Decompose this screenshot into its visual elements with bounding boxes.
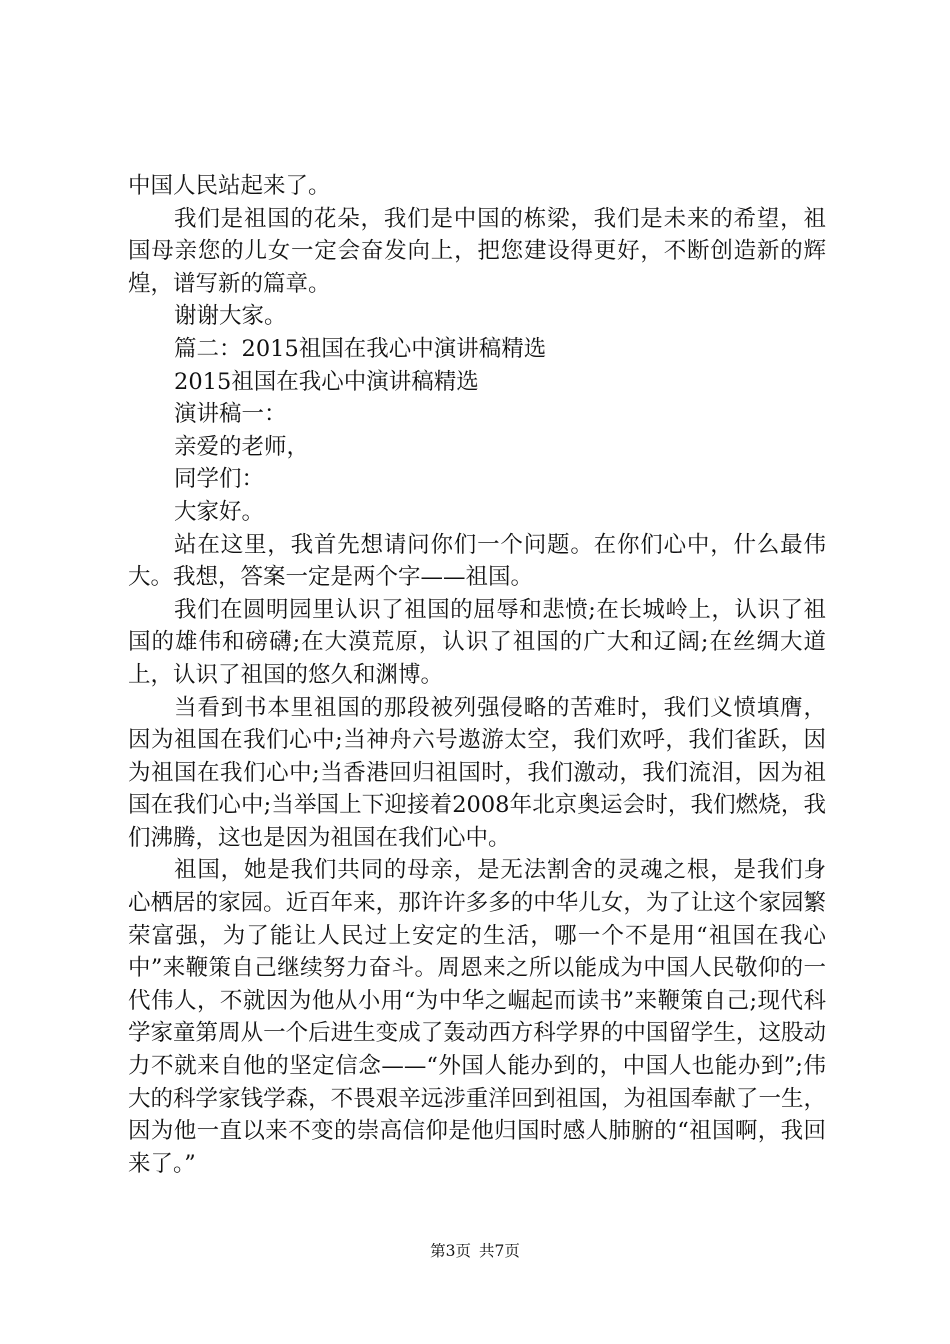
page-total: 共7页 xyxy=(479,1242,520,1260)
document-body xyxy=(128,170,826,1180)
greeting: 大家好。 xyxy=(174,498,265,525)
paragraph-13: 祖国，她是我们共同的母亲，是无法割舍的灵魂之根，是我们身心栖居的家园。近百年来，那许许多多的中华儿女，为了让这个家园繁荣富强，为了能让人民过上安定的生活，哪一个不是用“祖国在我心中”来鞭策自己继续努力奋斗。周恩来之所以能成为中国人民敬仰的一代伟人，不就因为他从小用“为中华之崛起而读书”来鞭策自己;现代科学家童第周从一个后进生变成了轰动西方科学界的中国留学生，这股动力不就来自他的坚定信念——“外国人能办到的，中国人也能办到”;伟大的科学家钱学森，不畏艰辛远涉重洋回到祖国，为祖国奉献了一生，因为他一直以来不变的崇高信仰是他归国时感人肺腑的“祖国啊，我回来了。” xyxy=(128,857,826,1177)
paragraph-1: 中国人民站起来了。 xyxy=(128,173,331,199)
speech-label: 演讲稿一： xyxy=(174,401,287,428)
salutation-teachers: 亲爱的老师， xyxy=(174,433,310,460)
page-number: 第3页 xyxy=(430,1242,471,1260)
paragraph-10: 站在这里，我首先想请问你们一个问题。在你们心中，什么最伟大。我想，答案一定是两个字——祖国。 xyxy=(128,531,826,591)
paragraph-2: 我们是祖国的花朵，我们是中国的栋梁，我们是未来的希望，祖国母亲您的儿女一定会奋发向上，把您建设得更好，不断创造新的辉煌，谱写新的篇章。 xyxy=(128,205,826,297)
paragraph-11: 我们在圆明园里认识了祖国的屈辱和悲愤;在长城岭上，认识了祖国的雄伟和磅礴;在大漠荒原，认识了祖国的广大和辽阔;在丝绸大道上，认识了祖国的悠久和渊博。 xyxy=(128,596,826,688)
salutation-students: 同学们： xyxy=(174,466,265,493)
paragraph-12: 当看到书本里祖国的那段被列强侵略的苦难时，我们义愤填膺，因为祖国在我们心中;当神舟六号遨游太空，我们欢呼，我们雀跃，因为祖国在我们心中;当香港回归祖国时，我们激动，我们流泪，因为祖国在我们心中;当举国上下迎接着2008年北京奥运会时，我们燃烧，我们沸腾，这也是因为祖国在我们心中。 xyxy=(128,694,826,851)
paragraph-3: 谢谢大家。 xyxy=(174,303,287,330)
article-title: 2015祖国在我心中演讲稿精选 xyxy=(174,368,479,395)
section-heading: 篇二：2015祖国在我心中演讲稿精选 xyxy=(174,335,547,362)
page-footer xyxy=(0,1241,950,1261)
